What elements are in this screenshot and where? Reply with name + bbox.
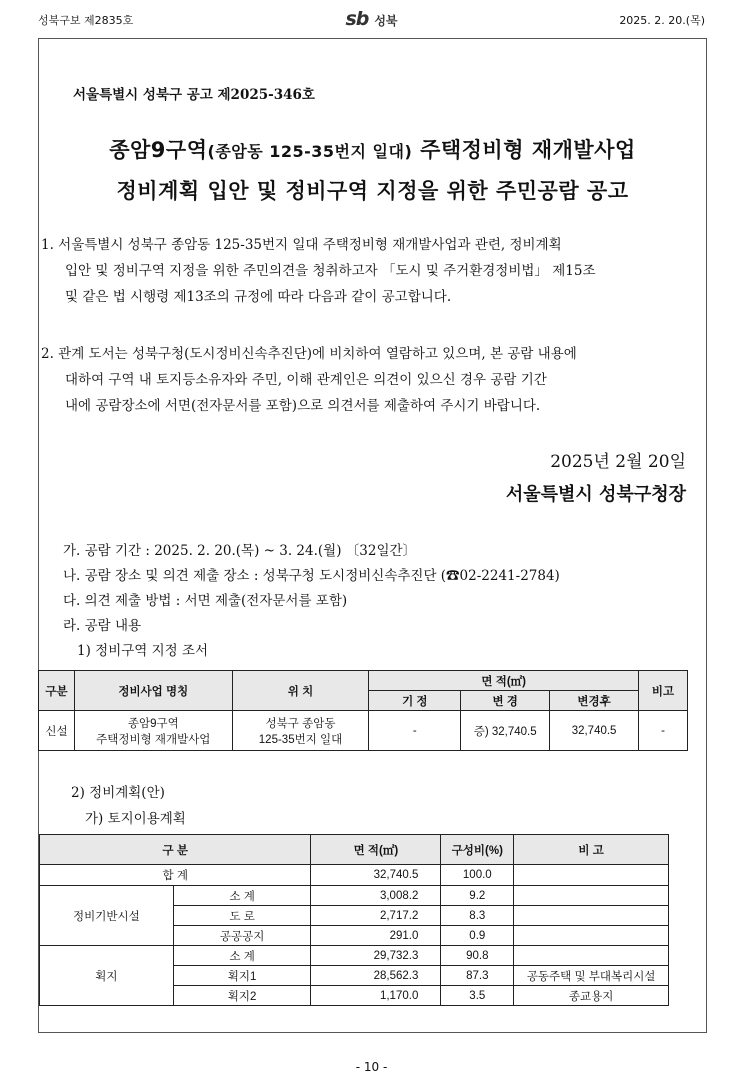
th-area: 면 적(㎡) [311, 835, 441, 865]
cell-after: 32,740.5 [550, 711, 639, 751]
th-area: 면 적(㎡) [369, 671, 639, 691]
paragraph-2-line: 내에 공람장소에 서면(전자문서를 포함)으로 의견서를 제출하여 주시기 바랍니다. [65, 398, 541, 414]
cell-total-ratio: 100.0 [441, 865, 514, 886]
zone-designation-table [38, 670, 688, 751]
header-date: 2025. 2. 20.(목) [619, 14, 705, 27]
page-number: - 10 - [355, 1060, 388, 1074]
sign-date: 2025년 2월 20일 [550, 452, 686, 472]
cell-label: 도 로 [173, 906, 311, 926]
th-type: 구분 [39, 671, 75, 711]
cell-type: 신설 [39, 711, 75, 751]
detail-place: 나. 공람 장소 및 의견 제출 장소 : 성북구청 도시정비신속추진단 (☎02-2241-2784) [63, 568, 560, 584]
cell-location-2: 125-35번지 일대 [258, 733, 343, 746]
cell-note [514, 906, 669, 926]
logo-city: 성북 [374, 14, 398, 28]
title-line-2: 정비계획 입안 및 정비구역 지정을 위한 주민공람 공고 [116, 179, 629, 203]
title-area-location: (종암동 125-35번지 일대) [207, 142, 413, 161]
cell-label: 획지1 [173, 966, 311, 986]
section-1-title: 1) 정비구역 지정 조서 [77, 643, 209, 659]
paragraph-1-line: 및 같은 법 시행령 제13조의 규정에 따라 다음과 같이 공고합니다. [65, 289, 452, 305]
notice-number: 서울특별시 성북구 공고 제2025-346호 [73, 87, 315, 103]
th-change: 변 경 [461, 691, 550, 711]
cell-ratio: 8.3 [441, 906, 514, 926]
th-existing: 기 정 [369, 691, 461, 711]
cell-note: 종교용지 [514, 986, 669, 1006]
cell-area: 2,717.2 [311, 906, 441, 926]
cell-area: 1,170.0 [311, 986, 441, 1006]
cell-group-infrastructure: 정비기반시설 [40, 886, 174, 946]
table-row [39, 711, 688, 751]
issue-number: 성북구보 제2835호 [38, 14, 134, 27]
cell-note [514, 886, 669, 906]
paragraph-2-line: 2. 관계 도서는 성북구청(도시정비신속추진단)에 비치하여 열람하고 있으며, 본 공람 내용에 [41, 346, 577, 362]
cell-group-lots: 획지 [40, 946, 174, 1006]
th-category: 구 분 [40, 835, 311, 865]
title-line-1 [39, 134, 706, 164]
title-project-type: 주택정비형 재개발사업 [412, 138, 636, 162]
cell-total-area: 32,740.5 [311, 865, 441, 886]
logo-mark: sb [345, 8, 369, 30]
section-2-title: 2) 정비계획(안) [71, 785, 165, 801]
cell-ratio: 9.2 [441, 886, 514, 906]
cell-project-name-1: 종암9구역 [127, 717, 179, 730]
cell-area: 3,008.2 [311, 886, 441, 906]
th-note: 비 고 [514, 835, 669, 865]
cell-ratio: 3.5 [441, 986, 514, 1006]
paragraph-1-line: 입안 및 정비구역 지정을 위한 주민의견을 청취하고자 「도시 및 주거환경정비법」 제15조 [65, 263, 596, 279]
cell-area: 29,732.3 [311, 946, 441, 966]
cell-project-name [74, 711, 232, 751]
cell-note [514, 926, 669, 946]
document-frame [38, 38, 707, 1033]
page-header [38, 8, 705, 30]
cell-location-1: 성북구 종암동 [265, 717, 336, 730]
cell-change: 증) 32,740.5 [461, 711, 550, 751]
th-ratio: 구성비(%) [441, 835, 514, 865]
cell-ratio: 90.8 [441, 946, 514, 966]
cell-total-note [514, 865, 669, 886]
th-project-name: 정비사업 명칭 [74, 671, 232, 711]
th-after: 변경후 [550, 691, 639, 711]
cell-area: 291.0 [311, 926, 441, 946]
seongbuk-logo [345, 8, 397, 30]
cell-label: 공공공지 [173, 926, 311, 946]
cell-total-label: 합 계 [40, 865, 311, 886]
cell-ratio: 0.9 [441, 926, 514, 946]
cell-note: - [639, 711, 688, 751]
cell-project-name-2: 주택정비형 재개발사업 [96, 733, 211, 746]
table-row [40, 886, 669, 906]
sign-name: 서울특별시 성북구청장 [505, 484, 686, 505]
cell-note: 공동주택 및 부대복리시설 [514, 966, 669, 986]
cell-label: 소 계 [173, 886, 311, 906]
cell-existing: - [369, 711, 461, 751]
paragraph-1-line: 1. 서울특별시 성북구 종암동 125-35번지 일대 주택정비형 재개발사업과 관련, 정비계획 [41, 237, 562, 253]
cell-ratio: 87.3 [441, 966, 514, 986]
cell-location [232, 711, 369, 751]
detail-content: 라. 공람 내용 [63, 618, 142, 634]
table-row-total [40, 865, 669, 886]
detail-period: 가. 공람 기간 : 2025. 2. 20.(목) ~ 3. 24.(월) 〔32일간〕 [63, 543, 417, 559]
cell-label: 획지2 [173, 986, 311, 1006]
table-row [40, 946, 669, 966]
detail-method: 다. 의견 제출 방법 : 서면 제출(전자문서를 포함) [63, 593, 348, 609]
th-note: 비고 [639, 671, 688, 711]
land-use-table [39, 834, 669, 1006]
cell-note [514, 946, 669, 966]
paragraph-2-line: 대하여 구역 내 토지등소유자와 주민, 이해 관계인은 의견이 있으신 경우 공람 기간 [65, 372, 547, 388]
cell-area: 28,562.3 [311, 966, 441, 986]
title-area-name: 종암9구역 [109, 138, 208, 162]
th-location: 위 치 [232, 671, 369, 711]
cell-label: 소 계 [173, 946, 311, 966]
section-2a-title: 가) 토지이용계획 [85, 811, 186, 827]
